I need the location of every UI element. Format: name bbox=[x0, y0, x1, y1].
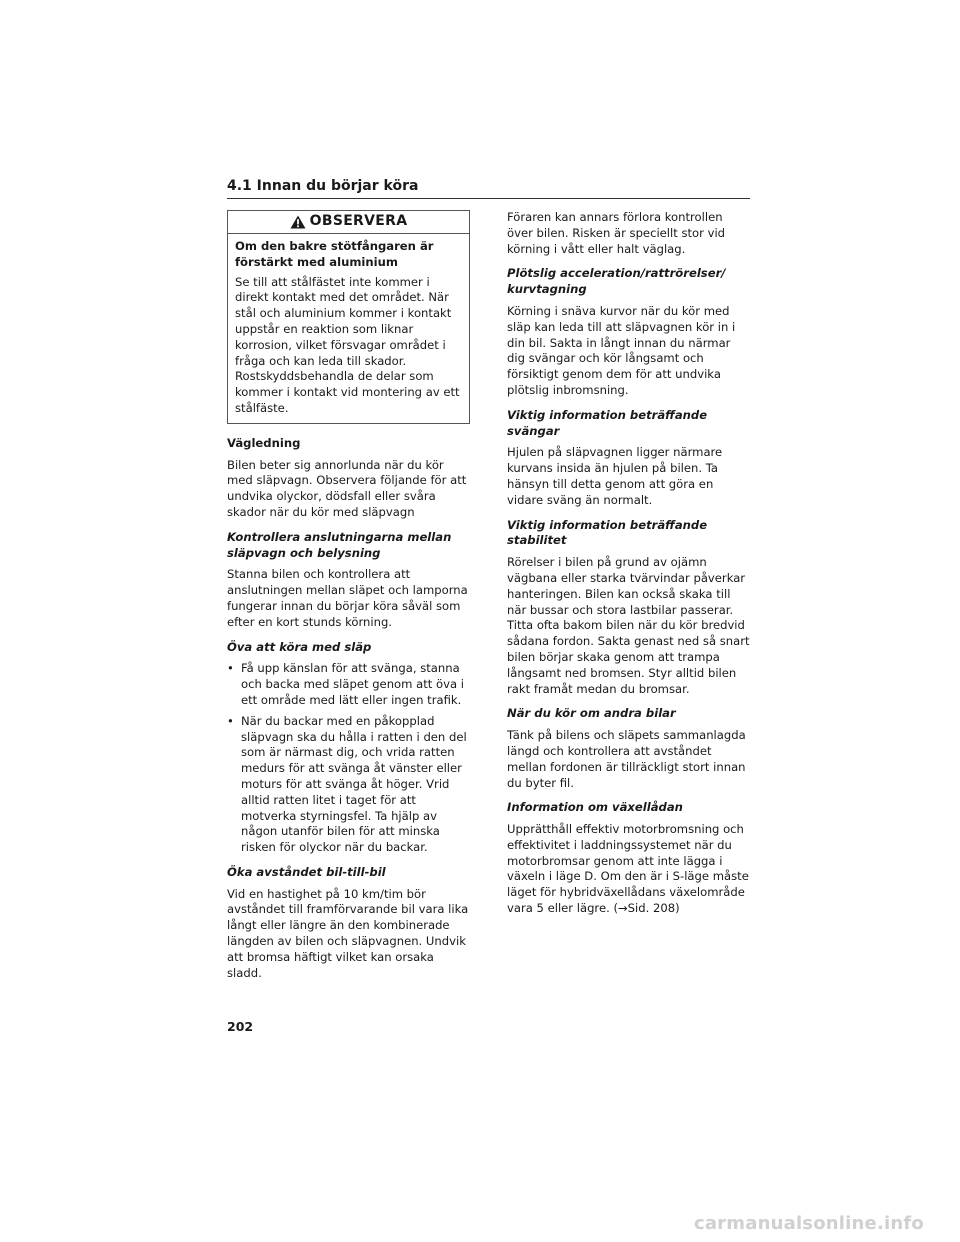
right-column bbox=[507, 210, 750, 926]
warning-text: Se till att stålfästet inte kommer i direkt kontakt med det området. När stål och aluminium kommer i kontakt uppstår en reaktion som liknar korrosion, vilket försvagar området i fråga och kan leda till skador. Rostskyddsbehandla de delar som kommer i kontakt vid montering av ett stålfäste. bbox=[235, 274, 460, 415]
continued-text: Föraren kan annars förlora kontrollen över bilen. Risken är speciellt stor vid körning i vått eller halt väglag. bbox=[507, 210, 726, 256]
overtake-heading: När du kör om andra bilar bbox=[507, 706, 676, 721]
turns-heading: Viktig information beträffande svängar bbox=[507, 407, 708, 438]
bullet-dot: • bbox=[227, 713, 234, 728]
gearbox-text: Upprätthåll effektiv motorbromsning och effektivitet i laddningssystemet när du motorbromsar genom att inte lägga i växeln i läge D. Om den är i S-läge måste läget för hybridväxellådans växelområde vara 5 eller lägre. (→Sid. 208) bbox=[507, 822, 749, 916]
guidance-text: Bilen beter sig annorlunda när du kör med släpvagn. Observera följande för att undvika olyckor, dödsfall eller svåra skador när du kör med släpvagn bbox=[227, 457, 467, 519]
stability-text: Rörelser i bilen på grund av ojämn vägbana eller starka tvärvindar påverkar hanteringen. Bilen kan också skaka till när bussar och stora lastbilar passerar. Titta ofta bakom bilen när du kör bredvid sådana fordon. Sakta genast ned så snart bilen börjar skaka genom att trampa långsamt ned bromsen. Styr alltid bilen rakt framåt medan du bromsar. bbox=[507, 555, 750, 696]
warning-label: OBSERVERA bbox=[309, 213, 408, 230]
bullet-dot: • bbox=[227, 661, 234, 676]
left-column bbox=[227, 210, 470, 990]
distance-heading: Öka avståndet bil-till-bil bbox=[227, 864, 386, 879]
warning-header bbox=[228, 211, 469, 234]
turns-text: Hjulen på släpvagnen ligger närmare kurvans insida än hjulen på bilen. Ta hänsyn till detta genom att göra en vidare sväng än normalt. bbox=[507, 445, 723, 507]
warning-triangle-icon bbox=[290, 215, 306, 229]
warning-title: Om den bakre stötfångaren är förstärkt med aluminium bbox=[235, 239, 434, 269]
sudden-text: Körning i snäva kurvor när du kör med släp kan leda till att släpvagnen kör in i din bil. Sakta in långt innan du närmar dig svängar och kör långsamt och försiktigt genom dem för att undvika plötslig inbromsning. bbox=[507, 303, 736, 397]
gearbox-heading: Information om växellådan bbox=[507, 800, 683, 815]
warning-box bbox=[227, 210, 470, 424]
stability-heading: Viktig information beträffande stabilitet bbox=[507, 517, 708, 548]
section-title: 4.1 Innan du börjar köra bbox=[227, 178, 750, 199]
connections-text: Stanna bilen och kontrollera att anslutningen mellan släpet och lamporna fungerar innan du börjar köra såväl som efter en kort stunds körning. bbox=[227, 567, 468, 629]
sudden-heading: Plötslig acceleration/rattrörelser/ kurvtagning bbox=[507, 266, 726, 297]
bullet-text: Få upp känslan för att svänga, stanna och backa med släpet genom att öva i ett område med lätt eller ingen trafik. bbox=[241, 661, 464, 707]
bullet-text: När du backar med en påkopplad släpvagn ska du hålla i ratten i den del som är närmast dig, och vrida ratten medurs för att svänga åt vänster eller moturs för att svänga åt höger. Vrid alltid ratten litet i taget för att motverka styrningsfel. Ta hjälp av någon utanför bilen för att minska risken för olyckor när du backar. bbox=[241, 713, 467, 855]
watermark: carmanualsonline.info bbox=[693, 1213, 924, 1234]
guidance-heading: Vägledning bbox=[227, 435, 301, 450]
list-item bbox=[227, 661, 470, 708]
overtake-text: Tänk på bilens och släpets sammanlagda längd och kontrollera att avståndet mellan fordonen är tillräckligt stort innan du byter fil. bbox=[507, 728, 746, 790]
page-number: 202 bbox=[227, 1019, 254, 1034]
connections-heading: Kontrollera anslutningarna mellan släpvagn och belysning bbox=[227, 529, 452, 560]
distance-text: Vid en hastighet på 10 km/tim bör avståndet till framförvarande bil vara lika långt eller längre än den kombinerade längden av bilen och släpvagnen. Undvik att bromsa häftigt vilket kan orsaka sladd. bbox=[227, 886, 469, 980]
list-item bbox=[227, 714, 470, 856]
practice-heading: Öva att köra med släp bbox=[227, 639, 372, 654]
